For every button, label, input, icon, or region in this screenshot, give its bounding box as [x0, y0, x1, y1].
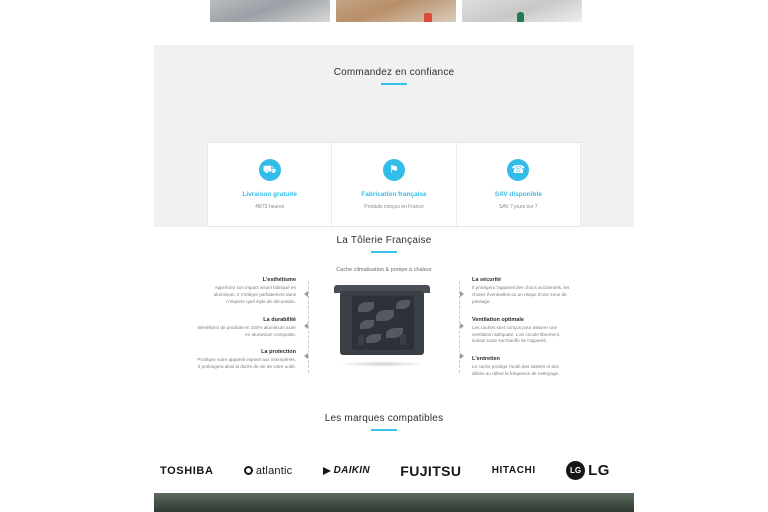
trust-section — [154, 45, 634, 227]
brands-section — [0, 413, 768, 479]
circle-icon — [244, 466, 253, 475]
gallery-thumb-outdoor[interactable] — [462, 0, 582, 22]
connector-arrow-right — [460, 291, 464, 297]
brands-title: Les marques compatibles — [324, 413, 444, 424]
feature-text: Le cache protège l'unité des saletés et des débris au début la fréquence de nettoyage. — [472, 364, 560, 377]
leaf-pattern — [358, 302, 374, 312]
lg-circle-icon: LG — [566, 461, 585, 480]
bottom-hero-image — [154, 493, 634, 512]
feature-title: La protection — [261, 349, 296, 356]
tolerie-section — [0, 235, 768, 377]
cache-climatisation-aluminium — [332, 285, 436, 371]
brand-logo-row — [160, 461, 610, 480]
feature-title: L'esthétisme — [262, 277, 296, 283]
feature-column-left — [196, 277, 296, 382]
feature-item — [472, 277, 572, 306]
brand-logo-hitachi[interactable]: HITACHI — [491, 465, 536, 476]
trust-card-title: SAV disponible — [494, 191, 542, 198]
feature-item — [472, 317, 572, 346]
unit-shadow — [338, 361, 426, 367]
feature-text: Les caches sont conçus pour assurer une ventilation adéquate. L'air circule librement, évitant toute surchauffe de l'appareil. — [472, 324, 561, 344]
connector-arrow-right — [460, 353, 464, 359]
feature-item — [196, 277, 296, 306]
gallery-thumb-interior[interactable] — [210, 0, 330, 22]
brand-logo-atlantic[interactable] — [244, 465, 292, 477]
unit-leg — [358, 335, 364, 345]
feature-text: Appréciez son impact visuel fabriqué en aluminium. Il s'intègre parfaitement dans n'importe quel style de décoration. — [213, 285, 296, 304]
feature-text: Il protègera l'appareil des chocs accidentels, les chutes éventuelles ou un risque d'une zone de passage. — [472, 285, 570, 304]
trust-card-list — [207, 142, 581, 227]
feature-diagram — [196, 277, 572, 387]
brand-label: DAIKIN — [333, 465, 370, 476]
brand-logo-fujitsu[interactable]: FUJITSU — [400, 462, 462, 479]
connector-arrow-left — [304, 291, 308, 297]
feature-title: La sécurité — [472, 277, 502, 283]
phone-icon: ☎ — [507, 159, 529, 181]
gallery-strip — [210, 0, 582, 22]
connector-arrow-left — [304, 323, 308, 329]
unit-body — [340, 291, 424, 355]
leaf-pattern — [360, 320, 374, 329]
triangle-icon — [323, 467, 331, 475]
trust-card-title: Fabrication française — [361, 191, 427, 198]
feature-column-right — [472, 277, 572, 389]
connector-arrow-left — [304, 353, 308, 359]
trust-card-subtitle: Produits conçus en France — [364, 204, 424, 210]
feature-title: Ventilation optimale — [472, 316, 524, 323]
tolerie-subtitle: Cache climatisation & pompe à chaleur — [336, 267, 432, 273]
leaf-pattern — [376, 310, 394, 321]
brand-label: LG — [588, 462, 610, 479]
brand-label: atlantic — [255, 464, 293, 477]
trust-title: Commandez en confiance — [333, 67, 455, 78]
trust-card-subtitle: 48/72 heures — [255, 204, 285, 210]
feature-text: Protégez votre appareil exposé aux intempéries. Il prolongera ainsi la durée de vie de votre unité. — [197, 357, 296, 370]
leaf-pattern — [396, 300, 410, 309]
trust-card-delivery[interactable] — [208, 143, 331, 226]
title-underline — [371, 251, 397, 253]
leaf-pattern — [366, 334, 381, 343]
gallery-thumb-installer[interactable] — [336, 0, 456, 22]
feature-item — [196, 349, 296, 371]
title-underline — [381, 83, 407, 85]
trust-heading-wrap — [154, 45, 634, 85]
feature-item — [196, 317, 296, 339]
trust-card-manufacturing[interactable] — [331, 143, 455, 226]
trust-card-support[interactable] — [456, 143, 580, 226]
unit-leg — [400, 335, 406, 345]
tolerie-title: La Tôlerie Française — [336, 235, 432, 246]
brand-logo-lg[interactable] — [566, 461, 610, 480]
feature-text: Bénéficiez de produits en 100% aluminium acier en aluminium composite. — [197, 324, 296, 337]
brand-logo-toshiba[interactable]: TOSHIBA — [160, 464, 214, 477]
connector-line-left — [308, 281, 309, 373]
connector-arrow-right — [460, 323, 464, 329]
delivery-truck-icon: ⛟ — [259, 159, 281, 181]
brand-logo-daikin[interactable] — [323, 465, 370, 476]
flag-icon: ⚑ — [383, 159, 405, 181]
title-underline — [371, 429, 397, 431]
feature-title: L'entretien — [472, 356, 500, 363]
trust-card-subtitle: SAV 7 jours sur 7 — [499, 204, 538, 210]
feature-item — [472, 356, 572, 378]
feature-title: La durabilité — [263, 316, 296, 323]
trust-card-title: Livraison gratuite — [242, 191, 297, 198]
